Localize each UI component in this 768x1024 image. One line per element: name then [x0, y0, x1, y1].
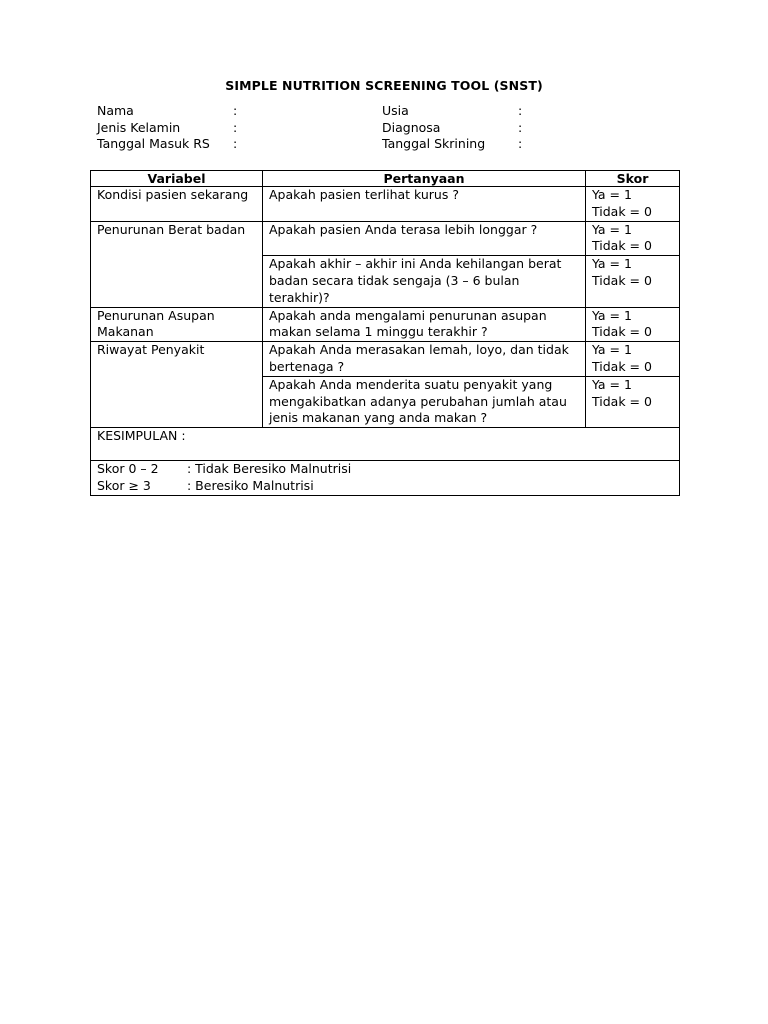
table-row	[91, 187, 680, 222]
score-yes: Ya = 1	[592, 221, 632, 237]
field-colon: :	[518, 103, 523, 118]
pertanyaan-cell: Apakah pasien Anda terasa lebih longgar ?	[263, 221, 586, 256]
field-colon: :	[233, 119, 238, 135]
field-colon: :	[518, 119, 523, 135]
score-yes: Ya = 1	[592, 376, 632, 392]
score-legend	[91, 461, 680, 496]
info-row	[97, 103, 657, 120]
legend-range: Skor ≥ 3	[97, 477, 151, 493]
score-no: Tidak = 0	[592, 358, 652, 374]
score-no: Tidak = 0	[592, 393, 652, 409]
conclusion-row	[91, 428, 680, 461]
field-label-usia: Usia	[382, 103, 409, 118]
info-row	[97, 136, 657, 153]
legend-item	[97, 478, 673, 495]
skor-cell	[586, 221, 680, 256]
score-yes: Ya = 1	[592, 307, 632, 323]
header-variabel: Variabel	[91, 171, 263, 187]
variabel-cell: Penurunan Berat badan	[91, 221, 263, 307]
conclusion-label: KESIMPULAN :	[91, 428, 680, 461]
legend-range: Skor 0 – 2	[97, 461, 159, 477]
skor-cell	[586, 376, 680, 427]
field-colon: :	[233, 103, 238, 118]
pertanyaan-cell: Apakah Anda menderita suatu penyakit yang mengakibatkan adanya perubahan jumlah atau jenis makanan yang anda makan ?	[263, 376, 586, 427]
document-title: SIMPLE NUTRITION SCREENING TOOL (SNST)	[225, 78, 543, 93]
skor-cell	[586, 342, 680, 377]
variabel-cell: Riwayat Penyakit	[91, 342, 263, 428]
skor-cell	[586, 256, 680, 307]
table-row	[91, 307, 680, 342]
table-header-row	[91, 171, 680, 187]
skor-cell	[586, 187, 680, 222]
pertanyaan-cell: Apakah Anda merasakan lemah, loyo, dan tidak bertenaga ?	[263, 342, 586, 377]
score-no: Tidak = 0	[592, 238, 652, 254]
score-no: Tidak = 0	[592, 324, 652, 340]
pertanyaan-cell: Apakah anda mengalami penurunan asupan makan selama 1 minggu terakhir ?	[263, 307, 586, 342]
skor-cell	[586, 307, 680, 342]
score-no: Tidak = 0	[592, 272, 652, 288]
score-yes: Ya = 1	[592, 256, 632, 272]
legend-row-container	[91, 461, 680, 496]
field-colon: :	[233, 136, 238, 152]
patient-info	[97, 103, 657, 153]
field-label-tanggal-masuk: Tanggal Masuk RS	[97, 136, 210, 152]
pertanyaan-cell: Apakah pasien terlihat kurus ?	[263, 187, 586, 222]
legend-result: : Beresiko Malnutrisi	[187, 477, 314, 493]
table-row	[91, 221, 680, 256]
variabel-cell: Kondisi pasien sekarang	[91, 187, 263, 222]
variabel-cell: Penurunan Asupan Makanan	[91, 307, 263, 342]
legend-result: : Tidak Beresiko Malnutrisi	[187, 461, 352, 477]
info-row	[97, 120, 657, 137]
score-no: Tidak = 0	[592, 203, 652, 219]
legend-item	[97, 461, 673, 478]
field-label-jenis-kelamin: Jenis Kelamin	[97, 119, 181, 135]
field-label-nama: Nama	[97, 103, 134, 118]
table-row	[91, 342, 680, 377]
field-label-diagnosa: Diagnosa	[382, 119, 441, 135]
pertanyaan-cell: Apakah akhir – akhir ini Anda kehilangan berat badan secara tidak sengaja (3 – 6 bulan terakhir)?	[263, 256, 586, 307]
header-pertanyaan: Pertanyaan	[263, 171, 586, 187]
score-yes: Ya = 1	[592, 187, 632, 202]
field-colon: :	[518, 136, 523, 152]
screening-table	[90, 170, 680, 496]
header-skor: Skor	[586, 171, 680, 187]
field-label-tanggal-skrining: Tanggal Skrining	[382, 136, 486, 152]
score-yes: Ya = 1	[592, 342, 632, 358]
